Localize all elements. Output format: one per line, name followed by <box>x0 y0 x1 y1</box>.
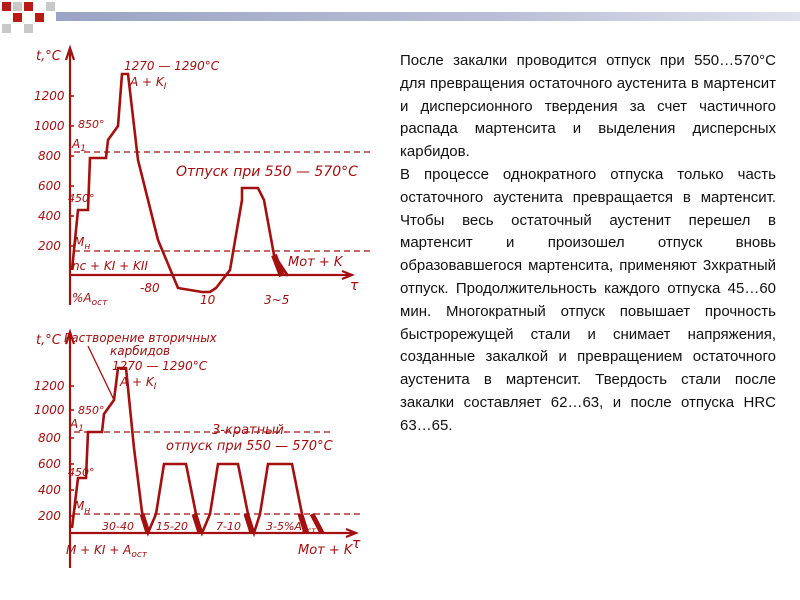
y-tick-label: 600 <box>38 179 61 193</box>
decor-square <box>46 2 55 11</box>
phase-label: $A + K_I$ <box>120 375 157 392</box>
y-axis-label: t,°C <box>36 333 61 348</box>
tempering-label: Отпуск при 550 — 570°C <box>176 164 358 180</box>
label-850: 850° <box>78 118 105 131</box>
dissolution-label-2: карбидов <box>110 344 171 358</box>
phase-label: $A + K_I$ <box>130 75 167 92</box>
decor-square <box>2 2 11 11</box>
pct-label: 30-40 <box>102 520 134 533</box>
label-mn: $M_н$ <box>74 235 91 252</box>
label-450: 450° <box>68 466 95 479</box>
label-450: 450° <box>68 192 95 205</box>
y-tick-label: 800 <box>38 431 61 445</box>
phase-composition-label: nс + KІ + KІІ <box>72 259 148 273</box>
phase-composition-label: M + KІ + $A_{ост}$ <box>66 543 148 560</box>
decor-square <box>35 13 44 22</box>
y-tick-label: 800 <box>38 149 61 163</box>
y-tick-label: 200 <box>38 509 61 523</box>
label-850: 850° <box>78 404 105 417</box>
residual-austenite-label: $\%A_{ост}$ <box>72 291 108 308</box>
decor-square <box>24 24 33 33</box>
triple-tempering-label-2: отпуск при 550 — 570°C <box>166 439 333 454</box>
decor-square <box>2 24 11 33</box>
pct-label: 7-10 <box>216 520 241 533</box>
label-a1: $A_1$ <box>70 417 84 434</box>
mot-label: Mот + K <box>298 543 353 558</box>
y-tick-label: 1200 <box>34 89 65 103</box>
y-tick-label: 400 <box>38 483 61 497</box>
decor-square <box>13 13 22 22</box>
y-tick-label: 1200 <box>34 379 65 393</box>
y-tick-label: 1000 <box>34 403 65 417</box>
diagram-triple-tempering <box>30 328 370 590</box>
label-mn: $M_н$ <box>74 499 91 516</box>
y-tick-label: 200 <box>38 239 61 253</box>
y-tick-label: 400 <box>38 209 61 223</box>
peak-label: 1270 — 1290°C <box>124 59 220 73</box>
y-tick-label: 600 <box>38 457 61 471</box>
x-axis-label: τ <box>352 536 361 552</box>
mot-label: Mот + K <box>288 255 343 270</box>
diagram-single-tempering <box>30 40 370 310</box>
pct-label: $3-5\%A_{ост}$ <box>266 520 316 535</box>
header-bar <box>56 12 800 21</box>
pct-label: 15-20 <box>156 520 188 533</box>
paragraph-1: После закалки проводится отпуск при 550…570°С для превращения остаточного аустенита в мартенсит и дисперсионного твердения за счет частичного распада мартенсита и выделения дисперсных карбидов. <box>400 52 776 161</box>
x-axis-label: τ <box>350 278 359 294</box>
y-tick-label: 1000 <box>34 119 65 133</box>
value-10: 10 <box>200 293 216 307</box>
decor-square <box>24 2 33 11</box>
peak-label: 1270 — 1290°C <box>112 359 208 373</box>
description-text <box>400 50 776 438</box>
paragraph-2: В процессе однократного отпуска только часть остаточного аустенита превращается в мартенсит. Чтобы весь остаточный аустенит перешел в мартенсит и произошел отпуск вновь образовавшегося мартенсита, применяют 3хкратный отпуск. Продолжительность каждого отпуска 45…60 мин. Многократный отпуск повышает прочность быстрорежущей стали и снимает напряжения, созданные закалкой и превращением остаточного аустенита в мартенсит. Твердость стали после закалки составляет 62…63, и после отпуска HRC 63…65. <box>400 165 776 434</box>
cooling-tail <box>274 255 282 276</box>
y-axis-label: t,°C <box>36 49 61 64</box>
decor-square <box>13 2 22 11</box>
value-minus-80: -80 <box>140 281 160 295</box>
value-3-5: 3~5 <box>264 293 290 307</box>
triple-tempering-label: 3-кратный <box>212 423 284 438</box>
dissolution-label: Растворение вторичных <box>64 331 217 345</box>
label-a1: $A_1$ <box>72 137 86 154</box>
